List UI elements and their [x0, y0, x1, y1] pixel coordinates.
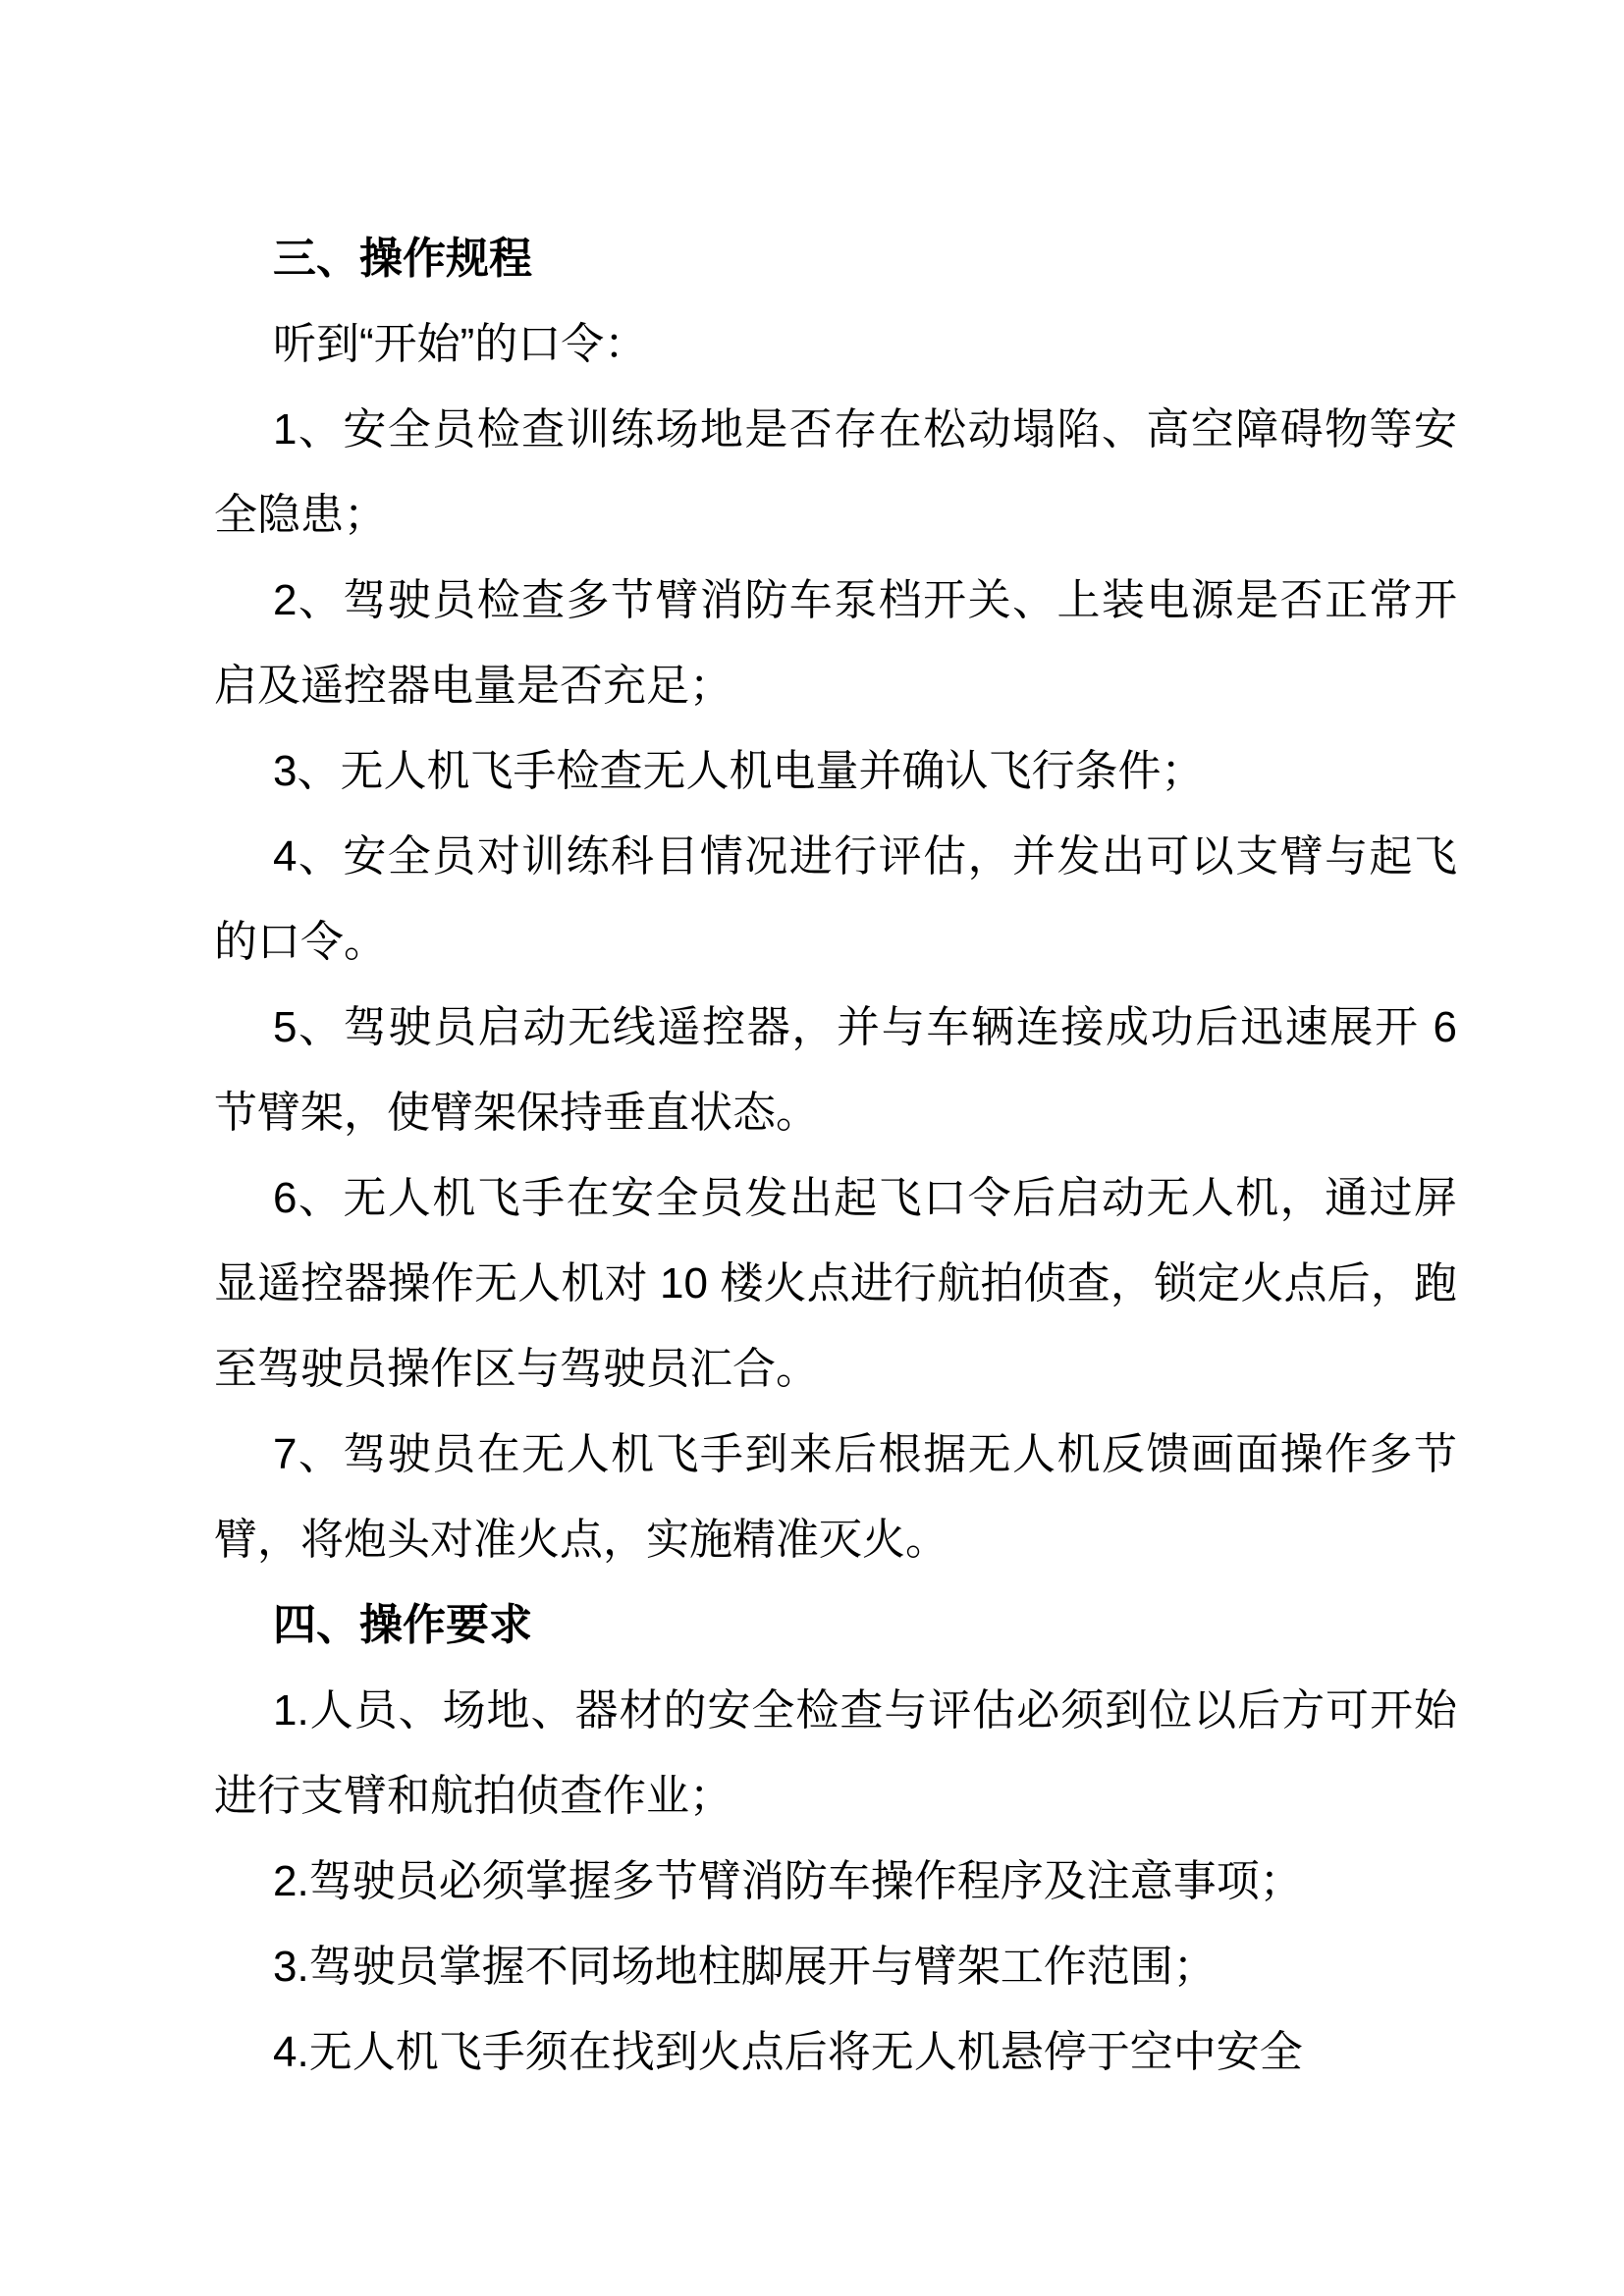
requirement-item-4: 4.无人机飞手须在找到火点后将无人机悬停于空中安全 [273, 2028, 1303, 2076]
requirement-item-2: 2.驾驶员必须掌握多节臂消防车操作程序及注意事项； [273, 1857, 1303, 1905]
procedure-item-5: 5、驾驶员启动无线遥控器，并与车辆连接成功后迅速展开 6 节臂架，使臂架保持垂直状态。 [214, 1003, 1457, 1137]
procedure-item-6: 6、无人机飞手在安全员发出起飞口令后启动无人机，通过屏显遥控器操作无人机对 10 楼火点进行航拍侦查，锁定火点后，跑至驾驶员操作区与驾驶员汇合。 [214, 1174, 1457, 1393]
section-heading-operation-requirements: 四、操作要求 [273, 1601, 532, 1649]
procedure-item-2: 2、驾驶员检查多节臂消防车泵档开关、上装电源是否正常开启及遥控器电量是否充足； [214, 576, 1457, 710]
intro-paragraph: 听到“开始”的口令： [273, 320, 648, 368]
section-heading-operation-procedures: 三、操作规程 [273, 235, 532, 283]
procedure-item-1: 1、安全员检查训练场地是否存在松动塌陷、高空障碍物等安全隐患； [214, 405, 1457, 539]
requirement-item-1: 1.人员、场地、器材的安全检查与评估必须到位以后方可开始进行支臂和航拍侦查作业； [214, 1686, 1457, 1820]
procedure-item-7: 7、驾驶员在无人机飞手到来后根据无人机反馈画面操作多节臂，将炮头对准火点，实施精准灭火。 [214, 1430, 1457, 1564]
procedure-item-4: 4、安全员对训练科目情况进行评估，并发出可以支臂与起飞的口令。 [214, 832, 1457, 966]
procedure-item-3: 3、无人机飞手检查无人机电量并确认飞行条件； [273, 747, 1205, 795]
requirement-item-3: 3.驾驶员掌握不同场地柱脚展开与臂架工作范围； [273, 1943, 1217, 1991]
